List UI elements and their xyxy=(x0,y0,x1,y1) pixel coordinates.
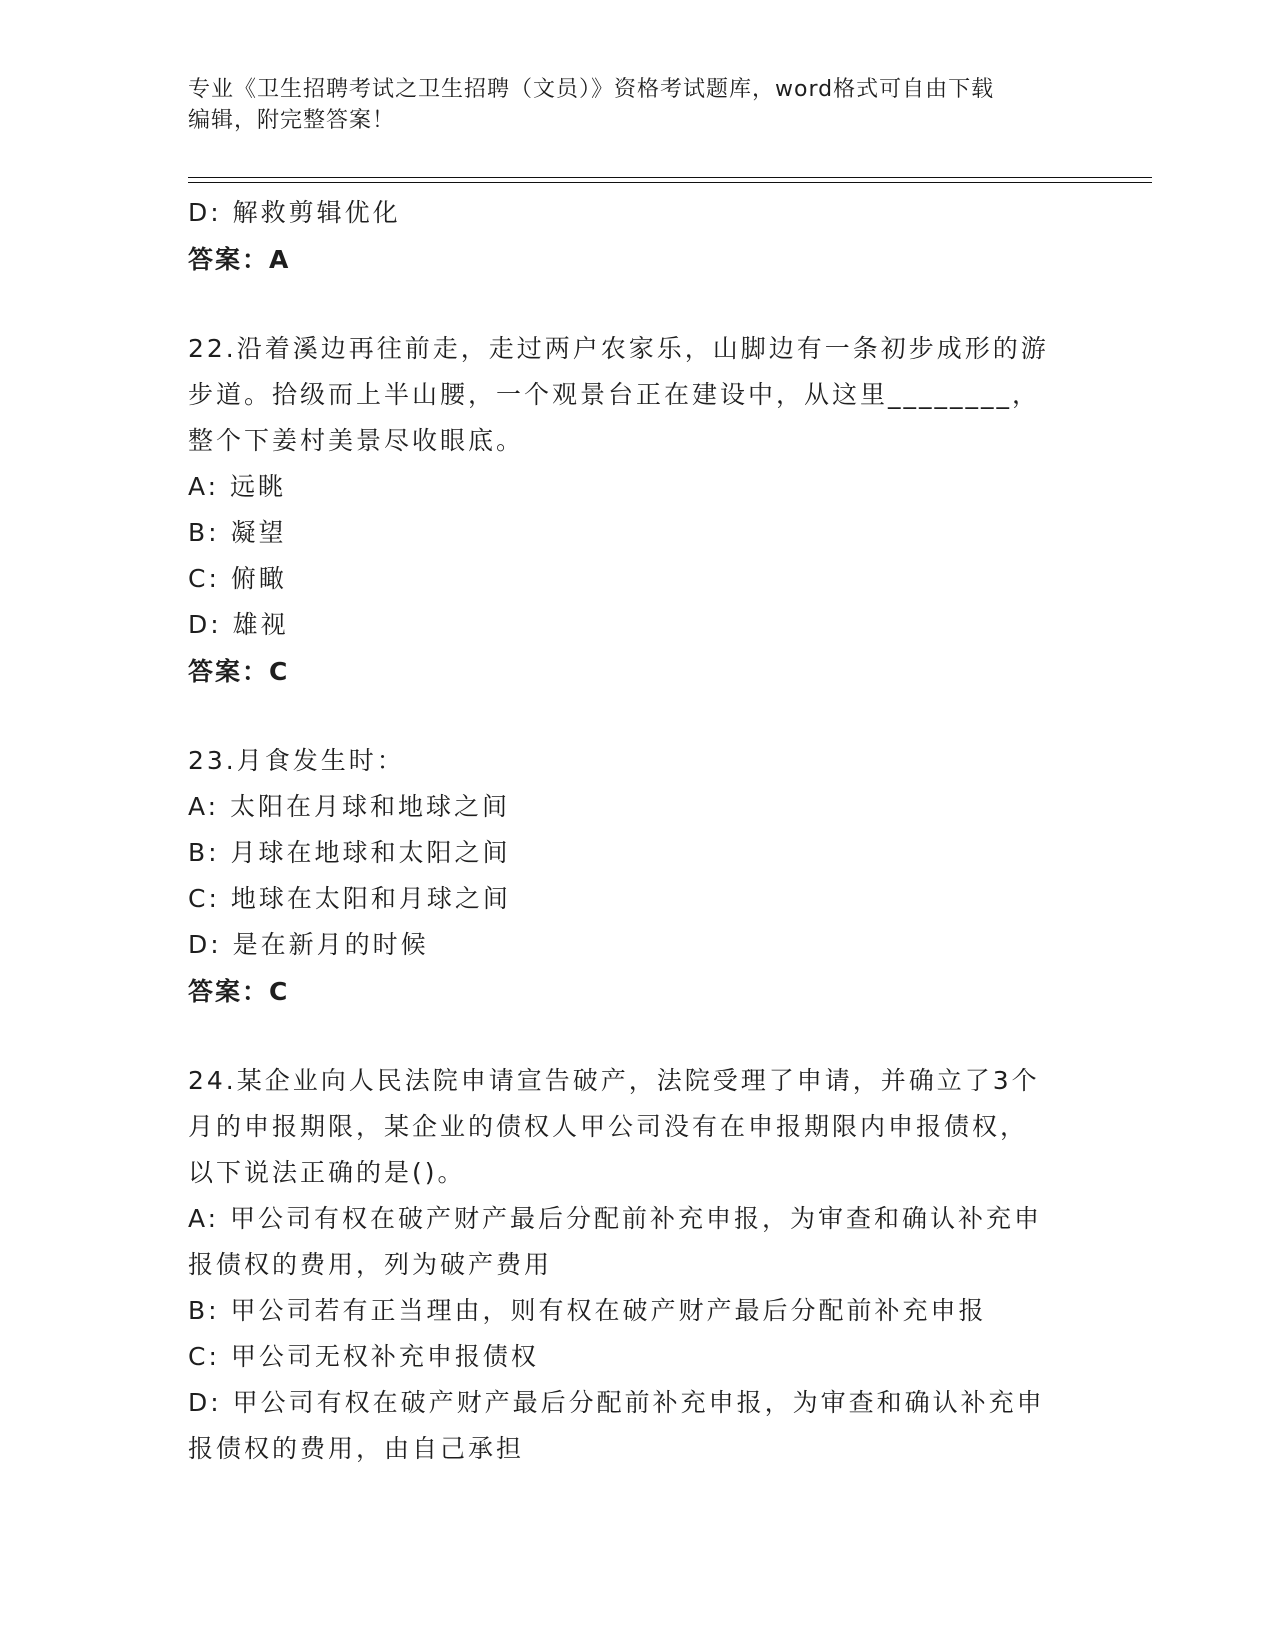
q24-option-a-line-2: 报债权的费用，列为破产费用 xyxy=(188,1250,553,1279)
q23-answer: 答案：C xyxy=(188,977,290,1006)
q24-option-d-line-1: D: 甲公司有权在破产财产最后分配前补充申报，为审查和确认补充申 xyxy=(188,1388,1045,1417)
header-line-1: 专业《卫生招聘考试之卫生招聘（文员）》资格考试题库，word格式可自由下载 xyxy=(188,77,995,102)
q23-option-a: A: 太阳在月球和地球之间 xyxy=(188,792,511,821)
q24-option-d-line-2: 报债权的费用，由自己承担 xyxy=(188,1434,525,1463)
spacer xyxy=(188,284,1088,326)
document-header xyxy=(188,74,1068,136)
q24-stem-line-1: 24.某企业向人民法院申请宣告破产，法院受理了申请，并确立了3个 xyxy=(188,1066,1040,1095)
question-22 xyxy=(188,326,1088,696)
header-divider-top xyxy=(188,177,1152,178)
q24-option-c: C: 甲公司无权补充申报债权 xyxy=(188,1342,539,1371)
prev-option-d: D: 解救剪辑优化 xyxy=(188,198,401,227)
question-23 xyxy=(188,738,1088,1016)
q22-stem-line-2: 步道。拾级而上半山腰，一个观景台正在建设中，从这里________， xyxy=(188,380,1041,409)
q22-option-c: C: 俯瞰 xyxy=(188,564,287,593)
q24-option-a-line-1: A: 甲公司有权在破产财产最后分配前补充申报，为审查和确认补充申 xyxy=(188,1204,1043,1233)
q22-stem-line-1: 22.沿着溪边再往前走，走过两户农家乐，山脚边有一条初步成形的游 xyxy=(188,334,1049,363)
q22-option-d: D: 雄视 xyxy=(188,610,289,639)
q23-option-b: B: 月球在地球和太阳之间 xyxy=(188,838,511,867)
prev-answer: 答案：A xyxy=(188,245,291,274)
q24-option-b: B: 甲公司若有正当理由，则有权在破产财产最后分配前补充申报 xyxy=(188,1296,987,1325)
question-24 xyxy=(188,1058,1088,1472)
q22-answer: 答案：C xyxy=(188,657,290,686)
q24-stem-line-2: 月的申报期限，某企业的债权人甲公司没有在申报期限内申报债权， xyxy=(188,1112,1029,1141)
spacer xyxy=(188,1016,1088,1058)
header-line-2: 编辑，附完整答案！ xyxy=(188,108,396,133)
q24-stem-line-3: 以下说法正确的是()。 xyxy=(188,1158,466,1187)
q22-option-b: B: 凝望 xyxy=(188,518,287,547)
q23-option-d: D: 是在新月的时候 xyxy=(188,930,429,959)
q23-stem-line-1: 23.月食发生时： xyxy=(188,746,405,775)
question-content xyxy=(188,190,1088,1472)
q23-option-c: C: 地球在太阳和月球之间 xyxy=(188,884,511,913)
spacer xyxy=(188,696,1088,738)
header-divider-bottom xyxy=(188,182,1152,183)
q22-stem-line-3: 整个下姜村美景尽收眼底。 xyxy=(188,426,525,455)
q22-option-a: A: 远眺 xyxy=(188,472,287,501)
